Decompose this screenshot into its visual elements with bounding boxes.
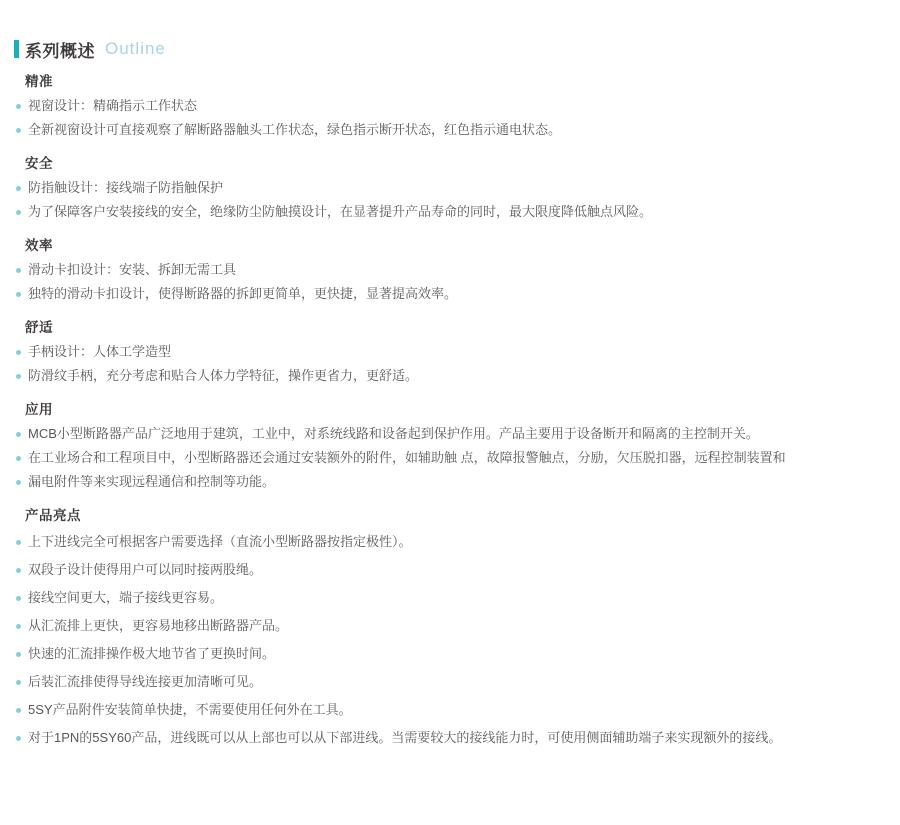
section-highlights (0, 508, 900, 752)
section-heading: 舒适 (25, 320, 53, 335)
list-item-text: 双段子设计使得用户可以同时接两股绳。 (28, 562, 263, 577)
list-item-text: 5SY产品附件安装简单快捷，不需要使用任何外在工具。 (28, 702, 352, 717)
bullet-icon (16, 128, 21, 133)
bullet-icon (16, 374, 21, 379)
section-precision (0, 74, 900, 142)
section-application (0, 402, 900, 494)
bullet-icon (16, 456, 21, 461)
bullet-icon (16, 480, 21, 485)
list-item-text: 对于1PN的5SY60产品，进线既可以从上部也可以从下部进线。当需要较大的接线能力时，可使用侧面辅助端子来实现额外的接线。 (28, 730, 782, 745)
list-item (0, 340, 900, 364)
section-comfort (0, 320, 900, 388)
list-item (0, 364, 900, 388)
bullet-icon (16, 104, 21, 109)
section-heading: 应用 (25, 402, 53, 417)
list-item-text: 快速的汇流排操作极大地节省了更换时间。 (28, 646, 276, 661)
bullet-icon (16, 652, 21, 657)
list-item (0, 668, 900, 696)
bullet-icon (16, 596, 21, 601)
outline-page (0, 38, 900, 825)
list-item-text: 防指触设计：接线端子防指触保护 (28, 180, 224, 195)
bullet-icon (16, 680, 21, 685)
list-item (0, 258, 900, 282)
list-item-text: MCB小型断路器产品广泛地用于建筑，工业中，对系统线路和设备起到保护作用。产品主要用于设备断开和隔离的主控制开关。 (28, 426, 759, 441)
section-heading: 精准 (25, 74, 53, 89)
list-item-text: 接线空间更大，端子接线更容易。 (28, 590, 224, 605)
bullet-icon (16, 432, 21, 437)
bullet-icon (16, 568, 21, 573)
section-efficiency (0, 238, 900, 306)
list-item (0, 282, 900, 306)
list-item-text: 上下进线完全可根据客户需要选择（直流小型断路器按指定极性）。 (28, 534, 412, 549)
list-item (0, 200, 900, 224)
list-item (0, 584, 900, 612)
list-item (0, 470, 900, 494)
section-heading: 效率 (25, 238, 53, 253)
list-item (0, 446, 900, 470)
list-item-text: 独特的滑动卡扣设计，使得断路器的拆卸更简单，更快捷，显著提高效率。 (28, 286, 458, 301)
bullet-icon (16, 624, 21, 629)
bullet-icon (16, 292, 21, 297)
list-item-text: 在工业场合和工程项目中，小型断路器还会通过安装额外的附件，如辅助触 点，故障报警触点，分励，欠压脱扣器，远程控制装置和 (28, 450, 786, 465)
bullet-icon (16, 350, 21, 355)
list-item (0, 118, 900, 142)
list-item-text: 为了保障客户安装接线的安全，绝缘防尘防触摸设计，在显著提升产品寿命的同时，最大限度降低触点风险。 (28, 204, 653, 219)
list-item (0, 556, 900, 584)
page-header (14, 38, 900, 60)
bullet-icon (16, 736, 21, 741)
list-item-text: 漏电附件等来实现远程通信和控制等功能。 (28, 474, 276, 489)
list-item-text: 滑动卡扣设计：安装、拆卸无需工具 (28, 262, 237, 277)
bullet-icon (16, 186, 21, 191)
list-item (0, 640, 900, 668)
list-item (0, 528, 900, 556)
page-title-zh: 系列概述 (25, 41, 95, 61)
list-item-text: 视窗设计：精确指示工作状态 (28, 98, 198, 113)
bullet-icon (16, 268, 21, 273)
list-item-text: 全新视窗设计可直接观察了解断路器触头工作状态，绿色指示断开状态，红色指示通电状态。 (28, 122, 562, 137)
list-item (0, 696, 900, 724)
list-item (0, 94, 900, 118)
list-item (0, 724, 900, 752)
sections-container (0, 74, 900, 752)
bullet-icon (16, 210, 21, 215)
list-item-text: 从汇流排上更快，更容易地移出断路器产品。 (28, 618, 289, 633)
bullet-icon (16, 540, 21, 545)
list-item (0, 176, 900, 200)
section-heading: 安全 (25, 156, 53, 171)
section-heading: 产品亮点 (25, 508, 81, 523)
list-item-text: 后装汇流排使得导线连接更加清晰可见。 (28, 674, 263, 689)
page-title-en: Outline (105, 39, 166, 58)
list-item (0, 612, 900, 640)
section-safety (0, 156, 900, 224)
list-item (0, 422, 900, 446)
list-item-text: 手柄设计：人体工学造型 (28, 344, 172, 359)
accent-bar-icon (14, 40, 19, 58)
list-item-text: 防滑纹手柄，充分考虑和贴合人体力学特征，操作更省力，更舒适。 (28, 368, 419, 383)
bullet-icon (16, 708, 21, 713)
